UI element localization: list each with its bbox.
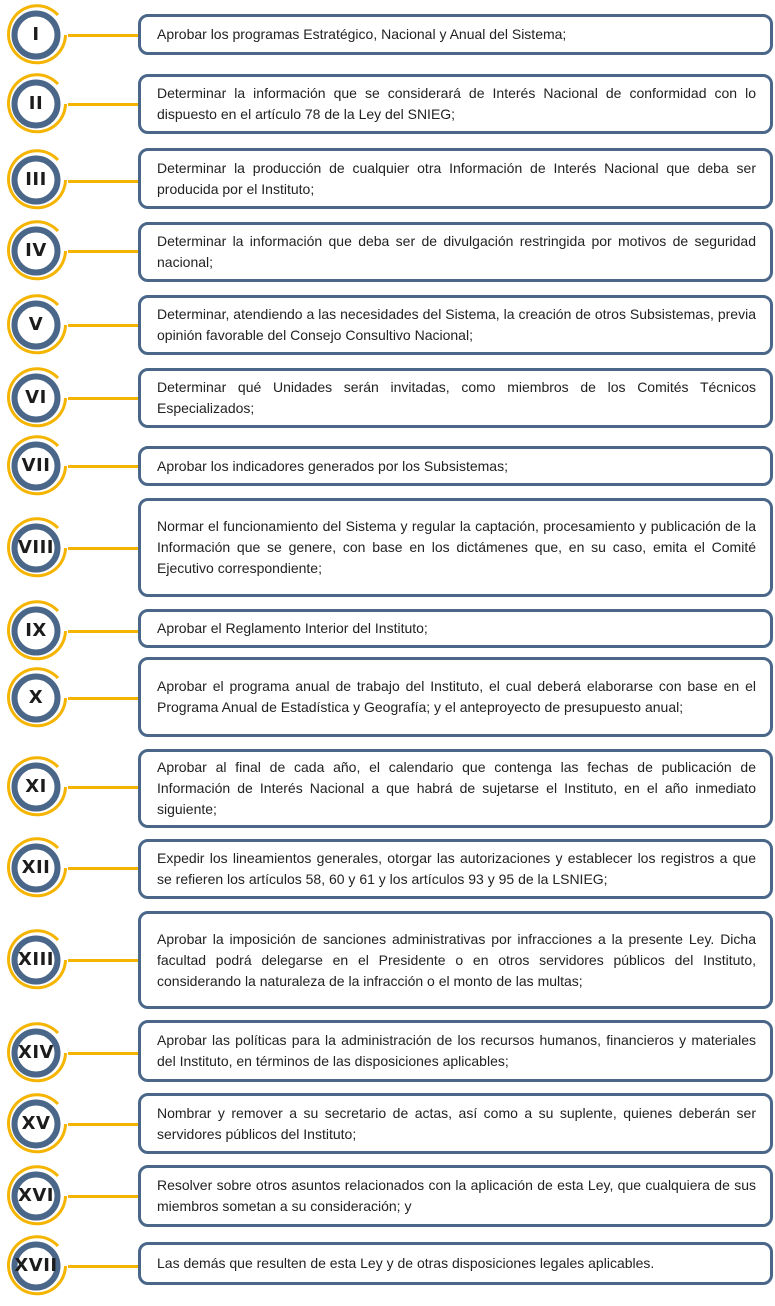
connector-line (68, 697, 140, 700)
connector-line (68, 250, 140, 253)
numeral-badge (4, 433, 70, 499)
numeral-badge (4, 1020, 70, 1086)
item-text: Aprobar el programa anual de trabajo del Instituto, el cual deberá elaborarse con base en el Programa Anual de Estadística y Geografía; y el anteproyecto de presupuesto anual; (157, 678, 756, 715)
item-row-12 (0, 839, 775, 899)
numeral-label: XII (21, 857, 51, 878)
numeral-badge (4, 71, 70, 137)
numeral-label: VI (25, 387, 47, 408)
connector-line (68, 867, 140, 870)
item-box (138, 498, 773, 597)
item-row-4 (0, 222, 775, 282)
item-text: Aprobar los indicadores generados por los Subsistemas; (157, 457, 508, 474)
connector-line (68, 1052, 140, 1055)
numeral-label: XI (25, 776, 47, 797)
numeral-label: III (25, 169, 47, 190)
item-box (138, 14, 773, 55)
item-box (138, 368, 773, 428)
numeral-badge (4, 292, 70, 358)
item-row-2 (0, 74, 775, 134)
numeral-label: XVI (17, 1185, 54, 1206)
item-row-17 (0, 1242, 775, 1285)
item-box (138, 749, 773, 828)
item-box (138, 222, 773, 282)
item-row-15 (0, 1093, 775, 1154)
numeral-badge (4, 1233, 70, 1299)
numeral-label: VIII (17, 537, 55, 558)
item-box (138, 1020, 773, 1082)
connector-line (68, 1123, 140, 1126)
item-row-8 (0, 498, 775, 597)
numeral-label: VII (21, 455, 51, 476)
item-box (138, 657, 773, 737)
item-text: Aprobar los programas Estratégico, Nacional y Anual del Sistema; (157, 26, 567, 42)
item-box (138, 609, 773, 648)
connector-line (68, 324, 140, 327)
item-box (138, 446, 773, 486)
numeral-badge (4, 665, 70, 731)
connector-line (68, 630, 140, 633)
item-box (138, 148, 773, 209)
item-row-7 (0, 446, 775, 486)
connector-line (68, 1195, 140, 1198)
connector-line (68, 103, 140, 106)
item-text: Determinar la información que deba ser de divulgación restringida por motivos de seguridad nacional; (157, 233, 756, 270)
numeral-label: II (28, 93, 44, 114)
numeral-label: V (28, 314, 44, 335)
item-text: Normar el funcionamiento del Sistema y regular la captación, procesamiento y publicación de la Información que se genere, con base en los dictámenes que, en su caso, emita el Comité Ejecutivo correspondiente; (157, 518, 756, 576)
connector-line (68, 180, 140, 183)
item-row-16 (0, 1165, 775, 1227)
item-text: Aprobar las políticas para la administración de los recursos humanos, financieros y materiales del Instituto, en términos de las disposiciones aplicables; (157, 1032, 756, 1069)
connector-line (68, 959, 140, 962)
numeral-label: XV (21, 1113, 51, 1134)
item-text: Nombrar y remover a su secretario de actas, así como a su suplente, quienes deberán ser servidores públicos del Instituto; (157, 1104, 756, 1142)
connector-line (68, 1265, 140, 1268)
numeral-label: I (32, 24, 40, 45)
numeral-label: XVII (14, 1255, 58, 1276)
numeral-badge (4, 218, 70, 284)
item-row-6 (0, 368, 775, 428)
item-row-13 (0, 911, 775, 1009)
connector-line (68, 547, 140, 550)
item-text: Determinar, atendiendo a las necesidades del Sistema, la creación de otros Subsistemas, previa opinión favorable del Consejo Consultivo Nacional; (157, 306, 756, 343)
item-text: Determinar la producción de cualquier otra Información de Interés Nacional que deba ser producida por el Instituto; (157, 159, 756, 197)
item-row-1 (0, 14, 775, 55)
numeral-badge (4, 1163, 70, 1229)
item-box (138, 1242, 773, 1285)
numeral-badge (4, 515, 70, 581)
connector-line (68, 465, 140, 468)
item-row-3 (0, 148, 775, 209)
numeral-badge (4, 835, 70, 901)
item-box (138, 1165, 773, 1227)
connector-line (68, 786, 140, 789)
numeral-badge (4, 2, 70, 68)
item-box (138, 839, 773, 899)
item-box (138, 295, 773, 355)
numeral-label: X (28, 687, 44, 708)
item-text: Aprobar la imposición de sanciones administrativas por infracciones a la presente Ley. Dicha facultad podrá delegarse en el Presidente o en otros servidores públicos del Instituto, considerando la naturaleza de la infracción o el monto de las multas; (157, 930, 756, 989)
item-text: Las demás que resulten de esta Ley y de otras disposiciones legales aplicables. (157, 1255, 655, 1271)
item-text: Aprobar al final de cada año, el calendario que contenga las fechas de publicación de Información de Interés Nacional a que habrá de sujetarse el Instituto, en el año inmediato siguiente; (157, 759, 756, 817)
numeral-badge (4, 754, 70, 820)
item-row-5 (0, 295, 775, 355)
numeral-badge (4, 365, 70, 431)
item-text: Determinar qué Unidades serán invitadas, como miembros de los Comités Técnicos Especializados; (157, 379, 756, 416)
numeral-label: IV (25, 240, 47, 261)
item-text: Resolver sobre otros asuntos relacionados con la aplicación de esta Ley, que cualquiera de sus miembros sometan a su consideración; y (157, 1177, 756, 1214)
item-text: Expedir los lineamientos generales, otorgar las autorizaciones y establecer los registros a que se refieren los artículos 58, 60 y 61 y los artículos 93 y 95 de la LSNIEG; (157, 850, 756, 887)
item-text: Aprobar el Reglamento Interior del Instituto; (157, 620, 428, 636)
item-row-9 (0, 609, 775, 648)
item-box (138, 911, 773, 1009)
connector-line (68, 34, 140, 37)
numeral-badge (4, 147, 70, 213)
numeral-label: XIV (17, 1042, 54, 1063)
item-row-10 (0, 657, 775, 737)
numeral-badge (4, 1091, 70, 1157)
numeral-label: IX (25, 620, 47, 641)
connector-line (68, 397, 140, 400)
item-text: Determinar la información que se considerará de Interés Nacional de conformidad con lo dispuesto en el artículo 78 de la Ley del SNIEG; (157, 85, 756, 122)
item-box (138, 1093, 773, 1154)
numeral-badge (4, 598, 70, 664)
numeral-badge (4, 927, 70, 993)
item-row-11 (0, 749, 775, 828)
item-box (138, 74, 773, 134)
item-row-14 (0, 1020, 775, 1082)
numeral-label: XIII (18, 949, 54, 970)
